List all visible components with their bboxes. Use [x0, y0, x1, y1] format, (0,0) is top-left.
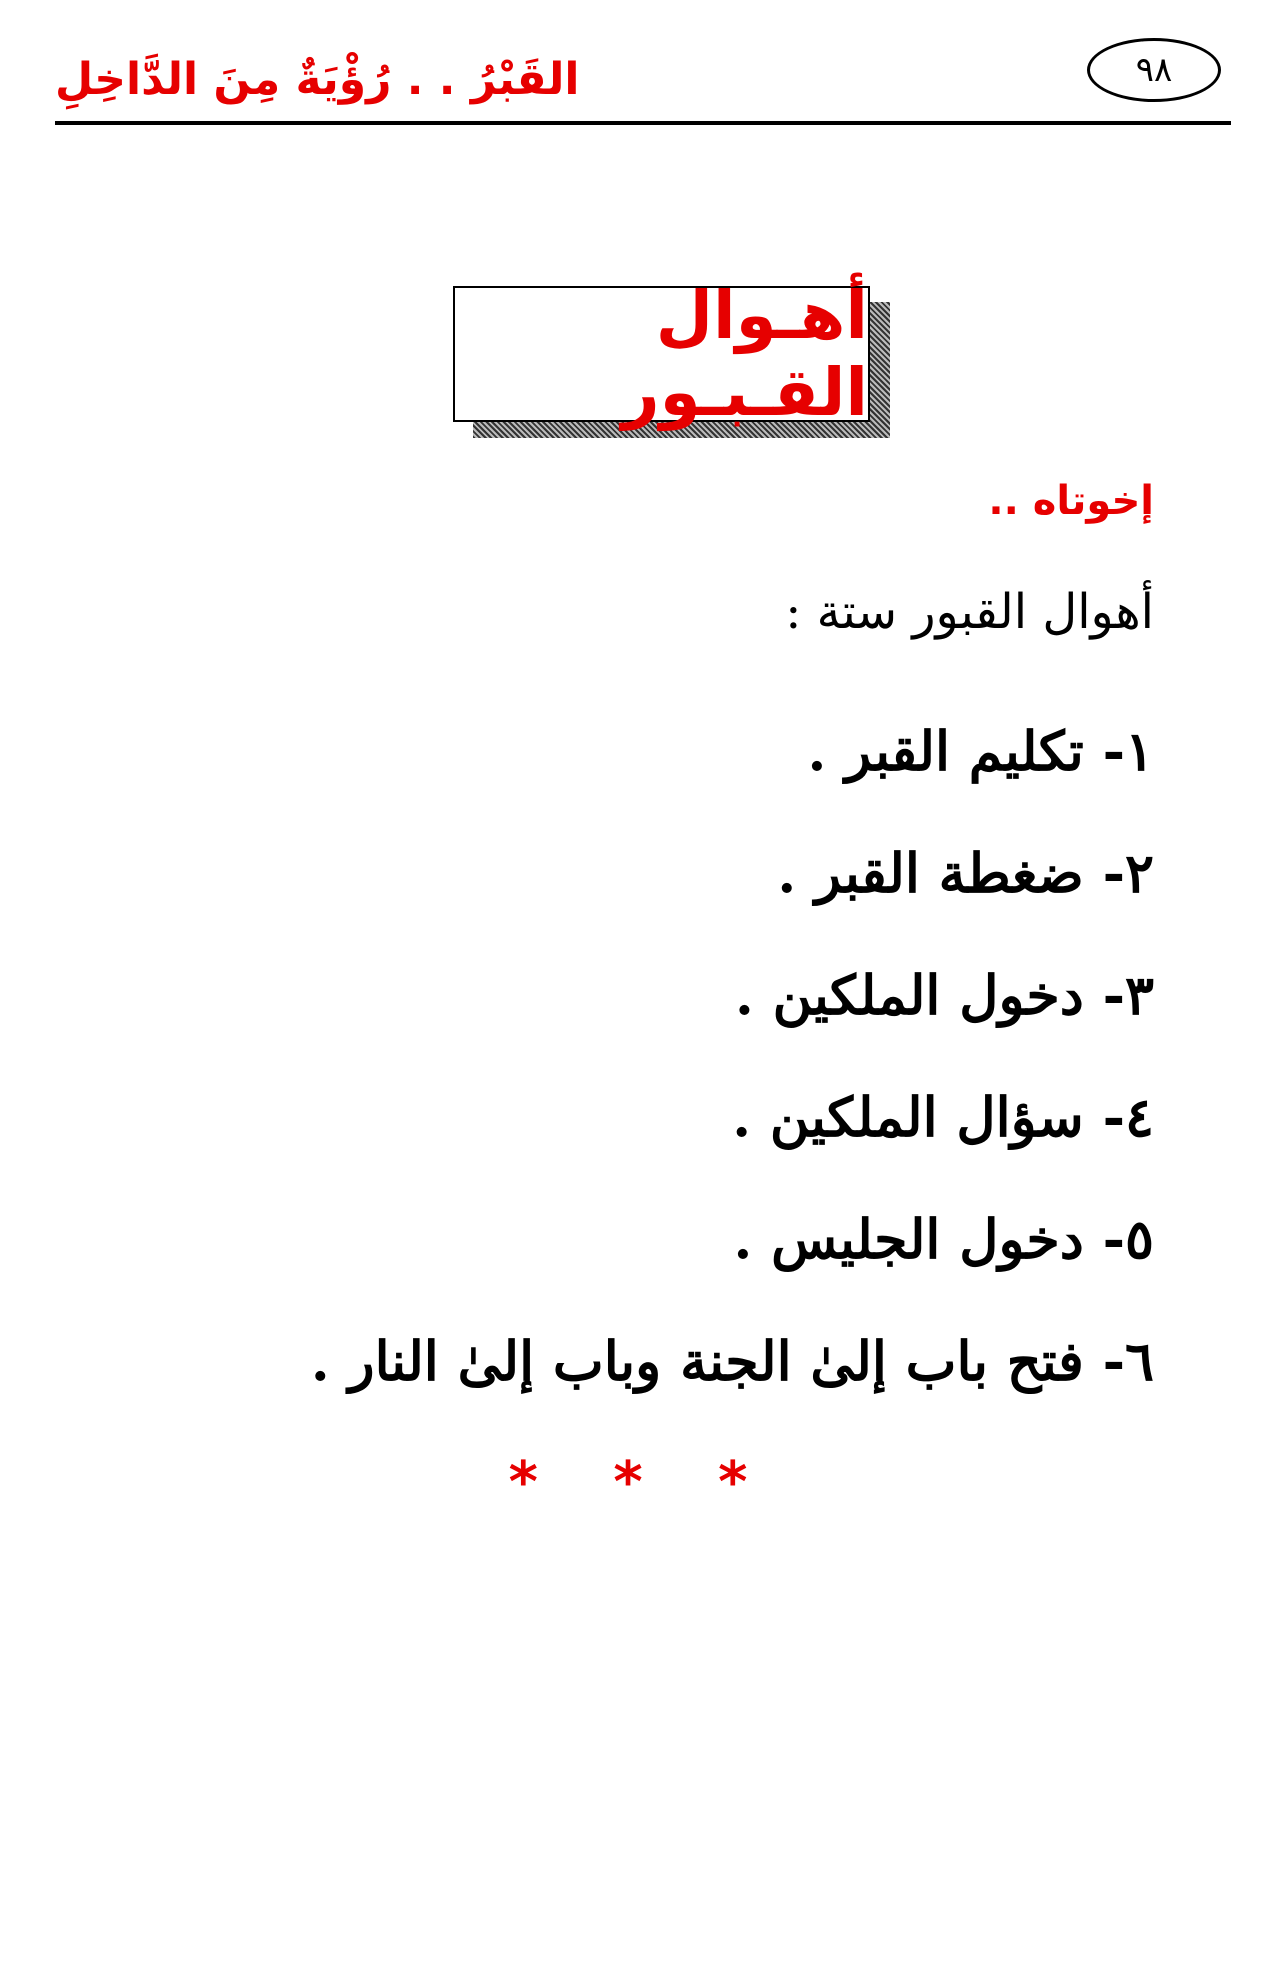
horrors-list — [134, 690, 1154, 1422]
section-separator: * * * — [508, 1450, 776, 1515]
page-number: ٩٨ — [1087, 38, 1221, 102]
list-item: ٦- فتح باب إلىٰ الجنة وباب إلىٰ النار . — [310, 1329, 1154, 1393]
greeting: إخوتاه .. — [988, 478, 1154, 524]
list-item: ١- تكليم القبر . — [807, 719, 1154, 783]
list-item: ٣- دخول الملكين . — [735, 963, 1154, 1027]
header-rule — [55, 121, 1231, 125]
intro-text: أهوال القبور ستة : — [785, 584, 1154, 640]
chapter-title-box — [453, 277, 870, 431]
page-content — [134, 470, 1154, 1422]
chapter-title: أهـوال القـبـور — [453, 286, 870, 422]
list-item: ٢- ضغطة القبر . — [777, 841, 1154, 905]
running-title: القَبْرُ . . رُؤْيَةٌ مِنَ الدَّاخِلِ — [55, 54, 580, 105]
list-item: ٤- سؤال الملكين . — [732, 1085, 1154, 1149]
list-item: ٥- دخول الجليس . — [733, 1207, 1154, 1271]
page-header — [55, 28, 1231, 125]
